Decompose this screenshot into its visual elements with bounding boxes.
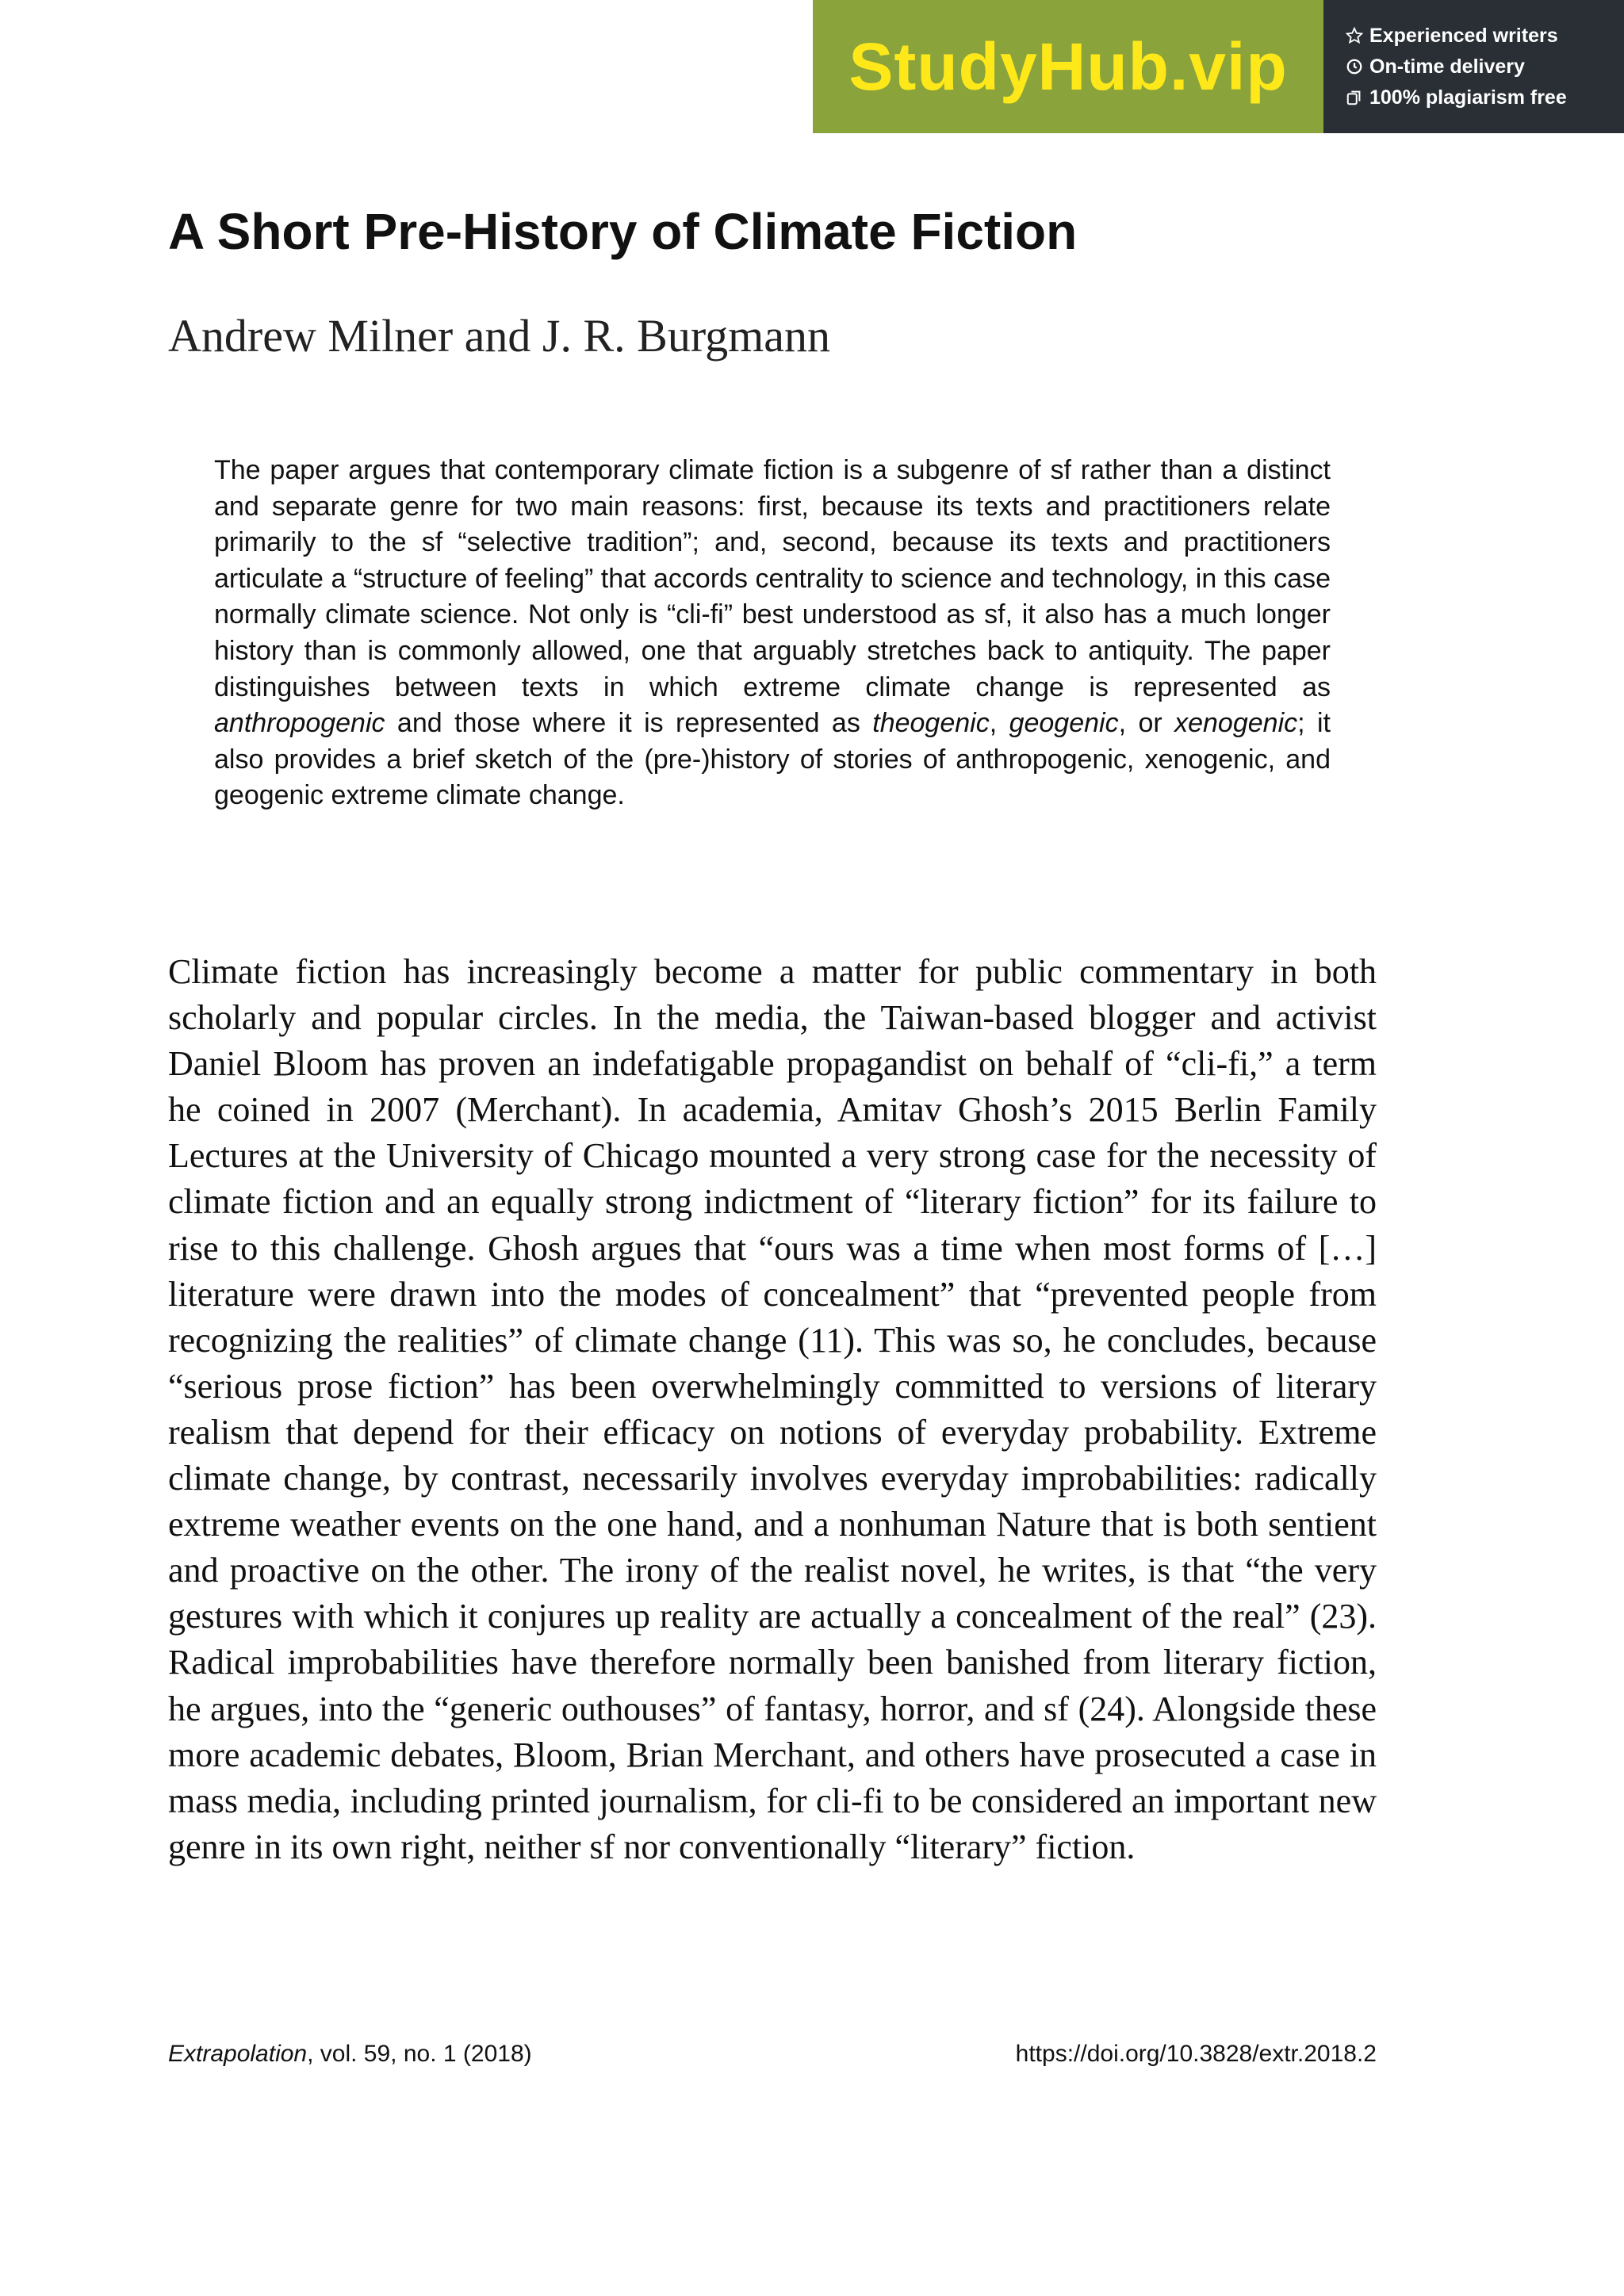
body-paragraph: Climate fiction has increasingly become a matter for public commentary in both scholarly and popular circles. In the media, the Taiwan-based blogger and activist Daniel Bloom has proven an indefatigable propagandist on behalf of “cli-fi,” a term he coined in 2007 (Merchant). In academia, Amitav Ghosh’s 2015 Berlin Family Lectures at the University of Chicago mounted a very strong case for the necessity of climate fiction and an equally strong indictment of “literary fiction” for its failure to rise to this challenge. Ghosh argues that “ours was a time when most forms of […] literature were drawn into the modes of concealment” that “prevented people from recognizing the realities” of climate change (11). This was so, he concludes, because “serious prose fiction” has been overwhelmingly committed to versions of literary realism that depend for their efficacy on notions of everyday probability. Extreme climate change, by contrast, necessarily involves everyday improbabilities: radically extreme weather events on the one hand, and a nonhuman Nature that is both sentient and proactive on the other. The irony of the realist novel, he writes, is that “the very gestures with which it conjures up reality are actually a concealment of the real” (23). Radical improbabilities have therefore normally been banished from literary fiction, he argues, into the “generic outhouses” of fantasy, horror, and sf (24). Alongside these more academic debates, Bloom, Brian Merchant, and others have prosecuted a case in mass media, including printed journalism, for cli-fi to be considered an important new genre in its own right, neither sf nor conventionally “literary” fiction. — [168, 952, 1377, 1866]
journal-citation — [168, 2041, 532, 2068]
doi-link[interactable]: https://doi.org/10.3828/extr.2018.2 — [1015, 2041, 1377, 2067]
studyhub-logo[interactable] — [813, 0, 1323, 133]
abstract-separator: , or — [1118, 708, 1175, 739]
volume-info: , vol. 59, no. 1 (2018) — [307, 2041, 532, 2067]
feature-label: On-time delivery — [1369, 55, 1525, 78]
copy-icon — [1346, 89, 1363, 106]
abstract-text: ; it also provides a brief sketch of the (pre-)history of stories of anthropogenic, xenogenic, and geogenic extreme climate change. — [214, 708, 1331, 811]
feature-item — [1346, 55, 1624, 78]
abstract-text: The paper argues that contemporary climate fiction is a subgenre of sf rather than a distinct and separate genre for two main reasons: first, because its texts and practitioners relate primarily to the sf “selective tradition”; and, second, because its texts and practitioners articulate a “structure of feeling” that accords centrality to science and technology, in this case normally climate science. Not only is “cli-fi” best understood as sf, it also has a much longer history than is commonly allowed, one that arguably stretches back to antiquity. The paper distinguishes between texts in which extreme climate change is represented as — [214, 455, 1331, 702]
abstract-text: and those where it is represented as — [385, 708, 873, 739]
article-abstract — [214, 453, 1331, 814]
abstract-separator: , — [989, 708, 1009, 739]
abstract-term: anthropogenic — [214, 708, 385, 739]
abstract-term: xenogenic — [1174, 708, 1298, 739]
ad-banner[interactable] — [813, 0, 1624, 133]
logo-text: StudyHub.vip — [848, 29, 1288, 104]
feature-label: 100% plagiarism free — [1369, 86, 1567, 109]
journal-name: Extrapolation — [168, 2041, 308, 2067]
abstract-term: geogenic — [1009, 708, 1119, 739]
feature-item — [1346, 86, 1624, 109]
page-footer — [168, 2041, 1377, 2068]
star-icon — [1346, 27, 1363, 44]
feature-item — [1346, 25, 1624, 48]
article-authors: Andrew Milner and J. R. Burgmann — [168, 310, 830, 362]
feature-label: Experienced writers — [1369, 24, 1558, 47]
abstract-term: theogenic — [872, 708, 990, 739]
clock-icon — [1346, 58, 1363, 75]
feature-list — [1323, 0, 1624, 133]
article-title: A Short Pre-History of Climate Fiction — [168, 203, 1078, 260]
